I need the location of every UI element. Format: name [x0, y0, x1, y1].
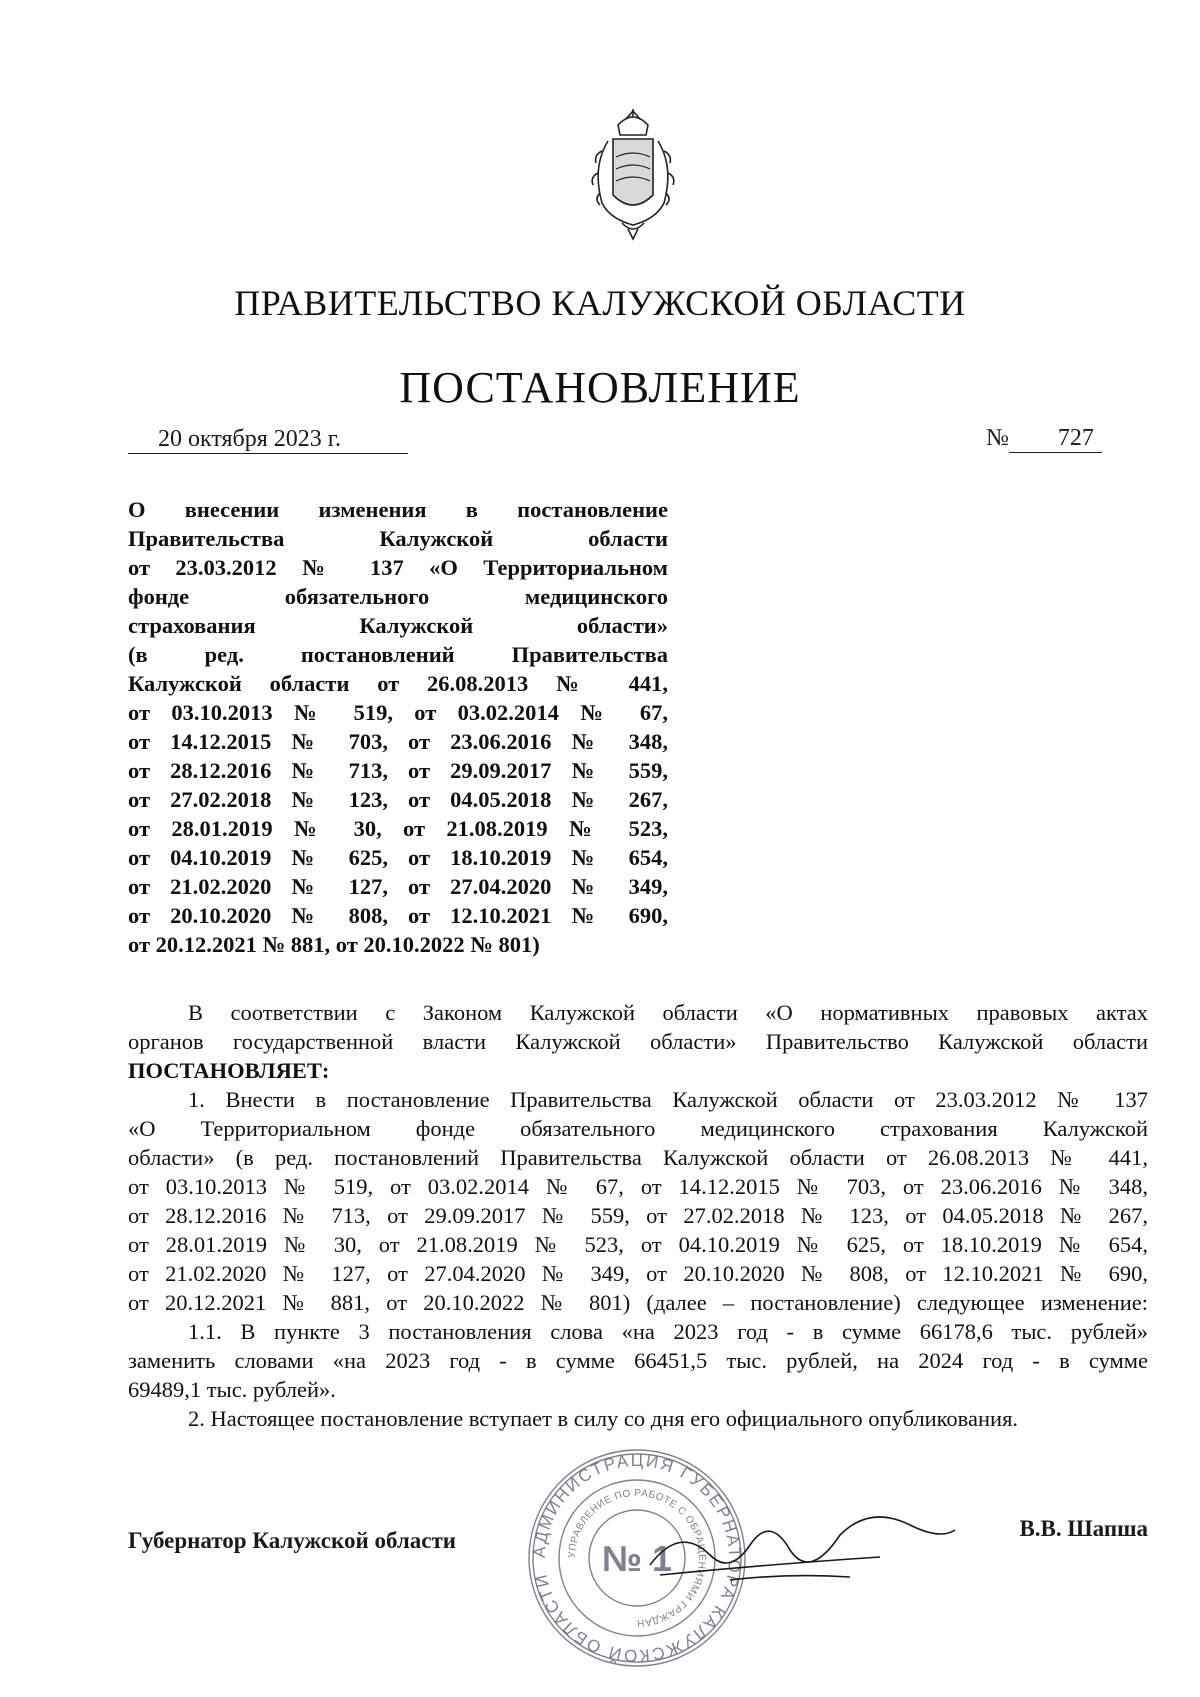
document-title: [128, 495, 668, 959]
coat-of-arms-icon: [578, 107, 688, 247]
number-label: №: [986, 425, 1009, 451]
document-date: 20 октября 2023 г.: [128, 425, 408, 454]
body-line: 1. Внести в постановление Правительства Калужской области от 23.03.2012 № 137: [188, 1087, 1148, 1112]
body-line: 69489,1 тыс. рублей».: [128, 1377, 336, 1402]
body-line: заменить словами «на 2023 год - в сумме 66451,5 тыс. рублей, на 2024 год - в сумме: [128, 1348, 1148, 1373]
stamp-inner-text: УПРАВЛЕНИЕ ПО РАБОТЕ С ОБРАЩЕНИЯМИ ГРАЖДАН: [566, 1487, 708, 1629]
body-line: 2. Настоящее постановление вступает в силу со дня его официального опубликования.: [188, 1406, 1019, 1431]
stamp-center-number: № 1: [601, 1538, 673, 1579]
body-line: В соответствии с Законом Калужской области «О нормативных правовых актах: [188, 1000, 1148, 1025]
title-line: от 20.12.2021 № 881, от 20.10.2022 № 801): [128, 932, 540, 957]
document-number: 727: [1009, 424, 1102, 453]
title-line: от 23.03.2012 № 137 «О Территориальном: [128, 555, 668, 580]
title-line: страхования Калужской области»: [128, 613, 668, 638]
document-body: [128, 998, 1148, 1433]
body-line: от 28.01.2019 № 30, от 21.08.2019 № 523, от 04.10.2019 № 625, от 18.10.2019 № 654,: [128, 1232, 1148, 1257]
title-line: от 20.10.2020 № 808, от 12.10.2021 № 690,: [128, 903, 668, 928]
title-line: О внесении изменения в постановление: [128, 497, 668, 522]
title-line: от 04.10.2019 № 625, от 18.10.2019 № 654,: [128, 845, 668, 870]
handwritten-signature: [640, 1505, 960, 1595]
body-line: органов государственной власти Калужской области» Правительство Калужской области: [128, 1029, 1148, 1054]
title-line: фонде обязательного медицинского: [128, 584, 668, 609]
title-line: от 21.02.2020 № 127, от 27.04.2020 № 349,: [128, 874, 668, 899]
title-line: от 14.12.2015 № 703, от 23.06.2016 № 348,: [128, 729, 668, 754]
title-line: от 28.01.2019 № 30, от 21.08.2019 № 523,: [128, 816, 668, 841]
resolution-keyword: ПОСТАНОВЛЯЕТ:: [128, 1058, 330, 1083]
body-line: от 21.02.2020 № 127, от 27.04.2020 № 349, от 20.10.2020 № 808, от 12.10.2021 № 690,: [128, 1261, 1148, 1286]
title-line: от 03.10.2013 № 519, от 03.02.2014 № 67,: [128, 700, 668, 725]
body-line: от 20.12.2021 № 881, от 20.10.2022 № 801) (далее – постановление) следующее изменение:: [128, 1290, 1148, 1315]
title-line: от 27.02.2018 № 123, от 04.05.2018 № 267,: [128, 787, 668, 812]
document-type: ПОСТАНОВЛЕНИЕ: [399, 363, 801, 412]
stamp-outer-text: АДМИНИСТРАЦИЯ ГУБЕРНАТОРА КАЛУЖСКОЙ ОБЛАСТИ: [529, 1450, 745, 1666]
title-line: (в ред. постановлений Правительства: [128, 642, 668, 667]
title-line: Калужской области от 26.08.2013 № 441,: [128, 671, 668, 696]
body-line: 1.1. В пункте 3 постановления слова «на 2023 год - в сумме 66178,6 тыс. рублей»: [188, 1319, 1148, 1344]
title-line: от 28.12.2016 № 713, от 29.09.2017 № 559,: [128, 758, 668, 783]
document-number-field: [986, 424, 1102, 453]
title-line: Правительства Калужской области: [128, 526, 668, 551]
body-line: от 28.12.2016 № 713, от 29.09.2017 № 559, от 27.02.2018 № 123, от 04.05.2018 № 267,: [128, 1203, 1148, 1228]
body-line: области» (в ред. постановлений Правительства Калужской области от 26.08.2013 № 441,: [128, 1145, 1148, 1170]
body-line: «О Территориальном фонде обязательного медицинского страхования Калужской: [128, 1116, 1148, 1141]
body-line: от 03.10.2013 № 519, от 03.02.2014 № 67, от 14.12.2015 № 703, от 23.06.2016 № 348,: [128, 1174, 1148, 1199]
signatory-name: В.В. Шапша: [1019, 1516, 1148, 1541]
government-name: ПРАВИТЕЛЬСТВО КАЛУЖСКОЙ ОБЛАСТИ: [234, 283, 966, 323]
signatory-title: Губернатор Калужской области: [128, 1528, 457, 1553]
